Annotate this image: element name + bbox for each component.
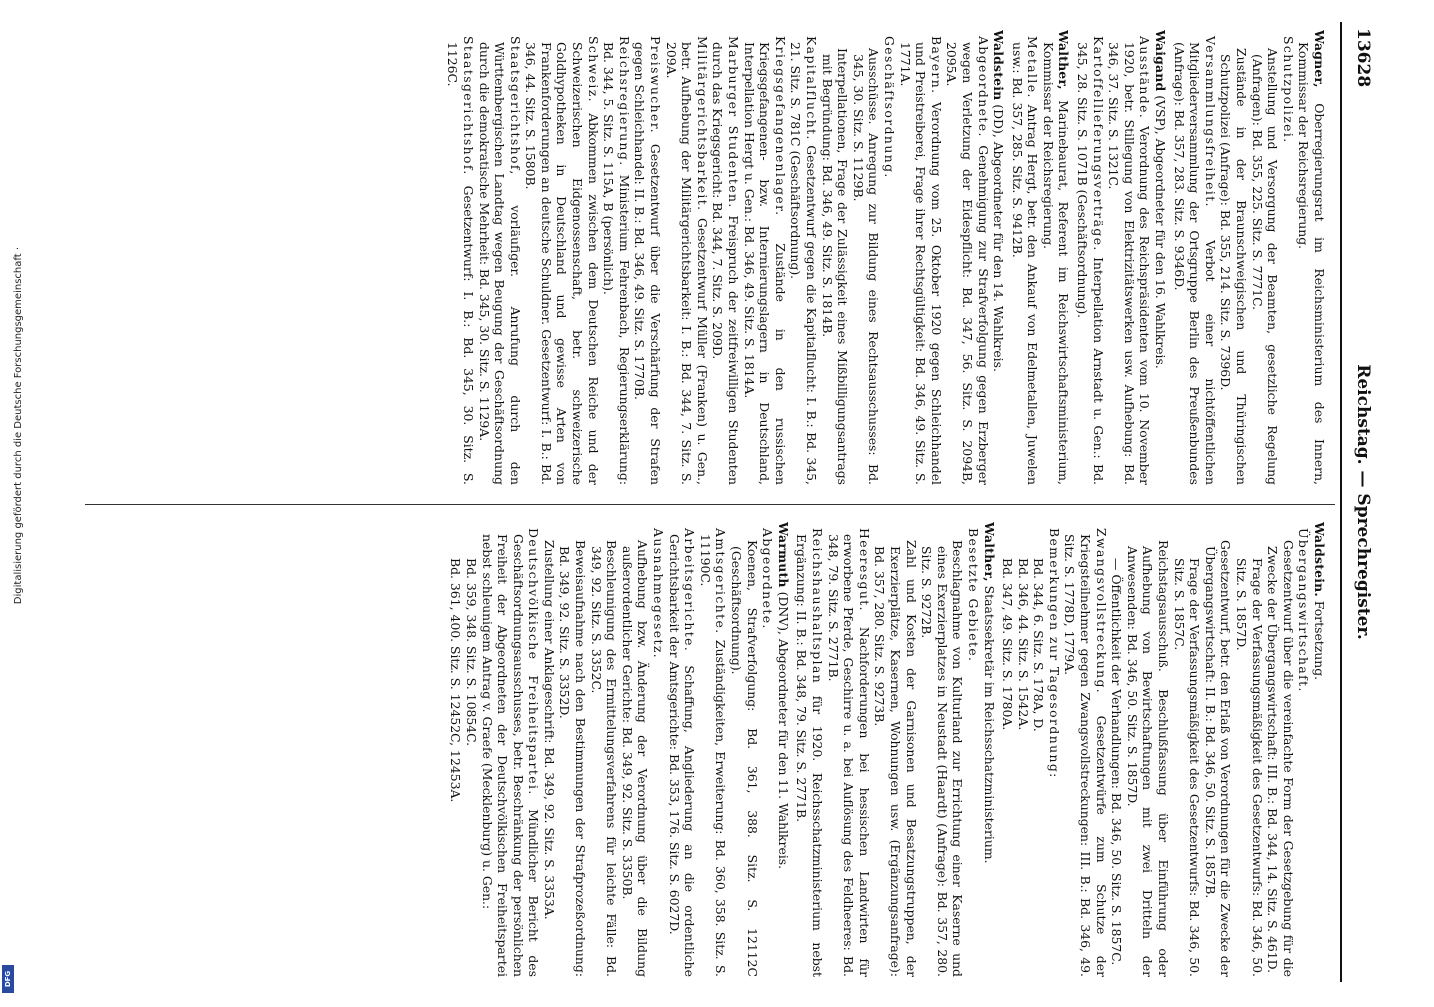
entry-text: vorläufiger. Anrufung durch den Württembergischen Landtag wegen Beugung der Geschäftsordnung durch die demokratische Mehrheit: Bd. 345, 30. Sitz. S. 1129A. bbox=[476, 42, 523, 485]
register-entry bbox=[1040, 30, 1071, 485]
register-entry bbox=[1062, 522, 1109, 977]
entry-text: Ministerium Fehrenbach, Regierungserklärung: Bd. 344, 5. Sitz. S. 115A, B (persönlich). bbox=[601, 42, 632, 485]
register-entry bbox=[1218, 30, 1249, 485]
entry-text: Zuständigkeiten, Erweiterung: Bd. 360, 358. Sitz. S. 11190C. bbox=[697, 534, 729, 977]
entry-text: Interpellation Arnstadt u. Gen.: Bd. 345, 28. Sitz. S. 1071B (Geschäftsordnung). bbox=[1075, 42, 1106, 485]
entry-text: Verordnung des Reichspräsidenten vom 10. November 1920, betr. Stillegung von Elektrizitätswerken usw. Aufhebung: Bd. 346, 37. Sitz. S. 1321C. bbox=[1106, 42, 1153, 485]
subject-keyword: Staatsgerichtshof. bbox=[460, 36, 476, 176]
register-entry bbox=[666, 522, 697, 977]
register-entry bbox=[850, 30, 881, 485]
register-entry bbox=[448, 522, 464, 977]
subject-keyword: Bayern. bbox=[928, 36, 944, 95]
register-entry bbox=[825, 522, 872, 977]
entry-text: Bd. 346, 44. Sitz. S. 1542A. bbox=[1015, 558, 1031, 731]
register-entry bbox=[463, 522, 479, 977]
subject-keyword: Besetzte Gebiete. bbox=[965, 528, 981, 663]
entry-text: Zustellung einer Anklageschrift: Bd. 349, 92. Sitz. S. 3353A. bbox=[541, 540, 557, 920]
entry-text: Gesetzentwurf gegen die Kapitalflucht: I. B.: Bd. 345, 21. Sitz. S. 781C (Geschäftsordnung). bbox=[788, 42, 819, 485]
entry-text: Fortsetzung. bbox=[1312, 596, 1327, 681]
subject-keyword: Ausstände. bbox=[1137, 36, 1153, 120]
register-entry bbox=[1296, 30, 1327, 485]
register-entry bbox=[760, 522, 776, 977]
subject-keyword: Reichsregierung. bbox=[616, 36, 632, 167]
entry-text: Genehmigung zur Strafverfolgung gegen Erzberger wegen Verletzung der Eidespflicht: Bd. 347, 56. Sitz. S. 2094B, 2095A. bbox=[944, 42, 991, 485]
entry-text: (DD), Abgeordneter für den 14. Wahlkreis. bbox=[991, 100, 1007, 372]
entry-text: — Öffentlichkeit der Verhandlungen: Bd. 346, 50. Sitz. S. 1857C. bbox=[1109, 558, 1125, 966]
register-entry bbox=[794, 522, 825, 977]
register-entry bbox=[1265, 522, 1296, 977]
subject-keyword: Kriegsgefangenenlager. bbox=[772, 36, 788, 217]
entry-text: Gesetzentwürfe zum Schutze der Kriegsteilnehmer gegen Zwangsvollstreckungen: III. B.: Bd. 346, 49. Sitz. S. 1778D, 1779A. bbox=[1062, 534, 1109, 977]
register-entry bbox=[445, 30, 476, 485]
entry-text: Gesetzentwurf, betr. den Erlaß von Verordnungen für die Zwecke der Übergangswirtschaft: II. B.: Bd. 346, 50. Sitz. S. 1857B. bbox=[1202, 540, 1234, 977]
entry-text: Anstellung und Versorgung der Beamten, gesetzliche Regelung (Anfragen): Bd. 355, 225. Sitz. S. 7771C. bbox=[1249, 48, 1281, 485]
register-entry bbox=[897, 30, 944, 485]
entry-text: Gesetzentwurf über die vereinfachte Form der Gesetzgebung für die Zwecke der Übergangswirtschaft: III. B.: Bd. 344, 14. Sitz. S. 461D. bbox=[1265, 540, 1296, 977]
entry-text: Beweisaufnahme nach den Bestimmungen der Strafprozeßordnung: Bd. 349, 92. Sitz. S. 3352D. bbox=[557, 540, 589, 977]
subject-keyword: Übergangswirtschaft. bbox=[1296, 528, 1312, 693]
register-entry bbox=[1171, 30, 1218, 485]
register-entry bbox=[991, 30, 1007, 485]
subject-keyword: Schutzpolizei. bbox=[1280, 36, 1296, 144]
register-entry bbox=[1046, 522, 1062, 977]
entry-text: Mündlicher Bericht des Geschäftsordnungsausschusses, betr. Beschränkung der persönlichen Freiheit der Abgeordneten der Deutschvölkischen Freiheitspartei nebst schleunigem Antrag v. Graefe (Mecklenburg) u. Gen.: bbox=[479, 534, 542, 977]
register-entry bbox=[881, 30, 897, 485]
entry-text: Frage der Verfassungsmäßigkeit des Gesetzentwurfs: Bd. 346, 50. Sitz. S. 1857D. bbox=[1234, 558, 1265, 977]
entry-text: Abkommen zwischen dem Deutschen Reiche und der Schweizerischen Eidgenossenschaft, betr. schweizerische Goldhypotheken in Deutschland und gewisse Arten von Frankenforderungen an deutsche Schuldner. Gesetzentwurf: I. B.: Bd. 346, 44. Sitz. S. 1580B. bbox=[523, 42, 601, 485]
subject-keyword: Metalle. bbox=[1025, 36, 1041, 99]
dfg-logo bbox=[2, 965, 14, 993]
subject-keyword: Schweiz. bbox=[585, 36, 601, 103]
subject-keyword: Militärgerichtsbarkeit. bbox=[694, 36, 710, 212]
entry-text: Beschlagnahme von Kulturland zur Errichtung einer Kaserne und eines Exerzierplatzes in Neustadt (Haardt) (Anfrage): Bd. 357, 280. Sitz. S. 9272B. bbox=[919, 540, 966, 977]
subject-keyword: Arbeitsgerichte. bbox=[682, 528, 698, 653]
page-number: 13628 bbox=[1353, 28, 1373, 88]
register-entry bbox=[697, 522, 728, 977]
left-column bbox=[87, 30, 1327, 485]
subject-keyword: Bemerkungen zur Tagesordnung: bbox=[1046, 528, 1062, 779]
entry-text: Oberregierungsrat im Reichsministerium des Innern, Kommissar der Reichsregierung. bbox=[1296, 42, 1327, 485]
register-entry bbox=[775, 522, 791, 977]
entry-text: Ausschüsse. Anregung zur Bildung eines Rechtsausschusses: Bd. 345, 30. Sitz. S. 1129B. bbox=[850, 48, 882, 485]
register-entry bbox=[872, 522, 919, 977]
register-entry bbox=[944, 30, 991, 485]
speaker-name: Walther, bbox=[981, 522, 997, 582]
register-entry bbox=[541, 522, 557, 977]
register-entry bbox=[1249, 30, 1280, 485]
entry-text: Bd. 344, 6. Sitz. S. 178A, D. bbox=[1031, 558, 1047, 732]
register-entry bbox=[728, 522, 759, 977]
register-entry bbox=[1106, 30, 1153, 485]
register-entry bbox=[1280, 30, 1296, 485]
entry-text: Bd. 347, 49. Sitz. S. 1780A. bbox=[1000, 558, 1016, 731]
digitization-credit: Digitalisierung gefördert durch die Deutsche Forschungsgemeinschaft · bbox=[13, 247, 24, 605]
entry-text: Interpellationen, Frage der Zulässigkeit eines Mißbilligungsantrags mit Begründung: Bd. 346, 49. Sitz. S. 1814B. bbox=[819, 48, 851, 485]
entry-text: Verordnung vom 25. Oktober 1920 gegen Schleichhandel und Preistreiberei, Frage ihrer Rechtsgültigkeit: Bd. 346, 49. Sitz. S. 1771A. bbox=[897, 42, 944, 485]
scanned-page bbox=[75, 22, 1375, 982]
entry-text: Gesetzentwurf Müller (Franken) u. Gen., betr. Aufhebung der Militärgerichtsbarkeit: I. B.: Bd. 344, 7. Sitz. S. 209A. bbox=[663, 42, 710, 485]
register-entry bbox=[919, 522, 966, 977]
entry-text: Freispruch der zeitfreiwilligen Studenten durch das Kriegsgericht: Bd. 344, 7. Sitz. S. 209D. bbox=[710, 42, 742, 485]
register-entry bbox=[710, 30, 741, 485]
speaker-name: Waldstein bbox=[991, 30, 1007, 101]
speaker-name: Waldstein. bbox=[1312, 522, 1327, 597]
entry-text: Gesetzentwurf: I. B.: Bd. 345, 30. Sitz. S. 1126C. bbox=[445, 42, 476, 485]
register-entry bbox=[1009, 30, 1040, 485]
entry-text: Aufhebung bzw. Änderung der Verordnung über die Bildung außerordentlicher Gerichte: Bd. 349, 92. Sitz. S. 3350B. bbox=[619, 540, 651, 977]
subject-keyword: Heeresgut. bbox=[856, 528, 872, 612]
register-entry bbox=[476, 30, 523, 485]
dfg-logo-text: DFG bbox=[4, 970, 12, 988]
running-title: Reichstag. — Sprechregister. bbox=[1353, 364, 1373, 640]
subject-keyword: Marburger Studenten. bbox=[726, 36, 742, 209]
register-entry bbox=[523, 30, 601, 485]
entry-text: (DNV), Abgeordneter für den 11. Wahlkreis. bbox=[775, 587, 791, 870]
register-entry bbox=[1124, 522, 1171, 977]
entry-text: Verbot einer nichtöffentlichen Mitgliederversammlung der Ortsgruppe Berlin des Preußenbundes (Anfrage): Bd. 357, 283. Sitz. S. 9346D. bbox=[1171, 42, 1218, 485]
subject-keyword: Abgeordnete. bbox=[760, 528, 776, 630]
register-entry bbox=[479, 522, 541, 977]
entry-text: Schaffung, Angliederung an die ordentliche Gerichtsbarkeit der Amtsgerichte: Bd. 353, 176. Sitz. S. 6027D. bbox=[666, 534, 698, 977]
subject-keyword: Kapitalflucht. bbox=[804, 36, 819, 141]
entry-text: Bd. 361, 400. Sitz. S. 12452C, 12453A. bbox=[448, 558, 464, 803]
entry-text: Zustände in den russischen Kriegsgefangenen- bzw. Internierungslagern in Deutschland, Interpellation Hergt u. Gen.: Bd. 346, 49. Sitz. S. 1814A. bbox=[741, 42, 788, 485]
register-entry bbox=[1171, 522, 1202, 977]
entry-text: Beschleunigung des Ermittelungsverfahrens für leichte Fälle: Bd. 349, 92. Sitz. S. 3352C. bbox=[588, 540, 620, 977]
entry-text: Staatssekretär im Reichsschatzministerium. bbox=[981, 581, 997, 864]
entry-text: Reichstagsausschuß. Beschlußfassung über Einführung oder Aufhebung von Bewirtschaftungen mit zwei Dritteln der Anwesenden: Bd. 346, 50. Sitz. S. 1857D. bbox=[1124, 540, 1172, 977]
subject-keyword: Abgeordnete. bbox=[975, 36, 991, 138]
subject-keyword: Zwangsvollstreckung. bbox=[1093, 528, 1109, 695]
register-entry bbox=[650, 522, 666, 977]
register-entry bbox=[981, 522, 997, 977]
entry-text: für 1920. Reichsschatzministerium nebst Ergänzung: II. B.: Bd. 348, 79. Sitz. S. 2771B. bbox=[794, 534, 825, 977]
subject-keyword: Versammlungsfreiheit. bbox=[1202, 36, 1218, 208]
register-entry bbox=[1296, 522, 1312, 977]
entry-text: Zustände in der Braunschweigischen und Thüringischen Schutzpolizei (Anfrage): Bd. 355, 214. Sitz. S. 7396D. bbox=[1218, 48, 1250, 485]
register-entry bbox=[1311, 522, 1327, 977]
register-entry bbox=[788, 30, 819, 485]
register-entry bbox=[632, 30, 663, 485]
subject-keyword: Staatsgerichtshof, bbox=[507, 36, 523, 176]
register-entry bbox=[1015, 522, 1031, 977]
entry-text: Bd. 359, 348. Sitz. S. 10854C. bbox=[463, 558, 479, 747]
register-entry bbox=[1152, 30, 1168, 485]
page-header bbox=[1345, 22, 1375, 982]
subject-keyword: Amtsgerichte. bbox=[713, 528, 729, 635]
register-entry bbox=[1075, 30, 1106, 485]
register-entry bbox=[1233, 522, 1264, 977]
header-rule bbox=[1340, 22, 1342, 982]
speaker-name: Walther, bbox=[1056, 30, 1072, 90]
subject-keyword: Kartoffellieferungsverträge. bbox=[1090, 36, 1106, 252]
register-entry bbox=[965, 522, 981, 977]
entry-text: Zahl und Kosten der Garnisonen und Besatzungstruppen, der Exerzierplätze, Kasernen, Wohnungen usw. (Ergänzungsanfrage): Bd. 357, 280. Sitz. S. 9273B. bbox=[872, 540, 919, 977]
right-column bbox=[87, 522, 1327, 977]
register-entry bbox=[1000, 522, 1016, 977]
entry-text: Marinebaurat, Referent im Reichswirtschaftsministerium, Kommissar der Reichsregierung. bbox=[1040, 42, 1072, 485]
register-entry bbox=[741, 30, 788, 485]
register-entry bbox=[1202, 522, 1233, 977]
register-entry bbox=[819, 30, 850, 485]
subject-keyword: Geschäftsordnung. bbox=[881, 36, 897, 179]
register-entry bbox=[1031, 522, 1047, 977]
entry-text: Nachforderungen bei hessischen Landwirten für erworbene Pferde, Geschirre u. a. bei Auflösung des Feldheeres: Bd. 348, 79. Sitz. S. 2771B. bbox=[825, 534, 872, 977]
register-entry bbox=[588, 522, 619, 977]
entry-text: Koenen, Strafverfolgung: Bd. 361, 388. Sitz. S. 12112C (Geschäftsordnung). bbox=[729, 540, 760, 977]
register-entry bbox=[601, 30, 632, 485]
entry-text: Antrag Hergt, betr. den Ankauf von Edelmetallen, Juwelen usw.: Bd. 357, 285. Sitz. S. 9412B. bbox=[1009, 42, 1041, 485]
subject-keyword: Ausnahmegesetz. bbox=[651, 528, 667, 660]
subject-keyword: Reichshaushaltsplan bbox=[810, 528, 825, 685]
entry-text: Frage der Verfassungsmäßigkeit des Gesetzentwurfs: Bd. 346, 50. Sitz. S. 1857C. bbox=[1171, 558, 1203, 977]
subject-keyword: Deutschvölkische Freiheitspartei. bbox=[526, 528, 542, 796]
speaker-name: Waigand bbox=[1153, 30, 1169, 92]
column-separator bbox=[85, 504, 1335, 505]
register-entry bbox=[663, 30, 710, 485]
register-entry bbox=[619, 522, 650, 977]
subject-keyword: Preiswucher. bbox=[648, 36, 664, 135]
register-entry bbox=[557, 522, 588, 977]
speaker-name: Warmuth bbox=[775, 522, 791, 588]
speaker-name: Wagner, bbox=[1312, 30, 1327, 88]
entry-text: Gesetzentwurf über die Verschärfung der Strafen gegen Schleichhandel: II. B.: Bd. 346, 49. Sitz. S. 1770B. bbox=[632, 42, 664, 485]
register-entry bbox=[1109, 522, 1125, 977]
entry-text: (VSP), Abgeordneter für den 16. Wahlkreis. bbox=[1153, 91, 1169, 369]
